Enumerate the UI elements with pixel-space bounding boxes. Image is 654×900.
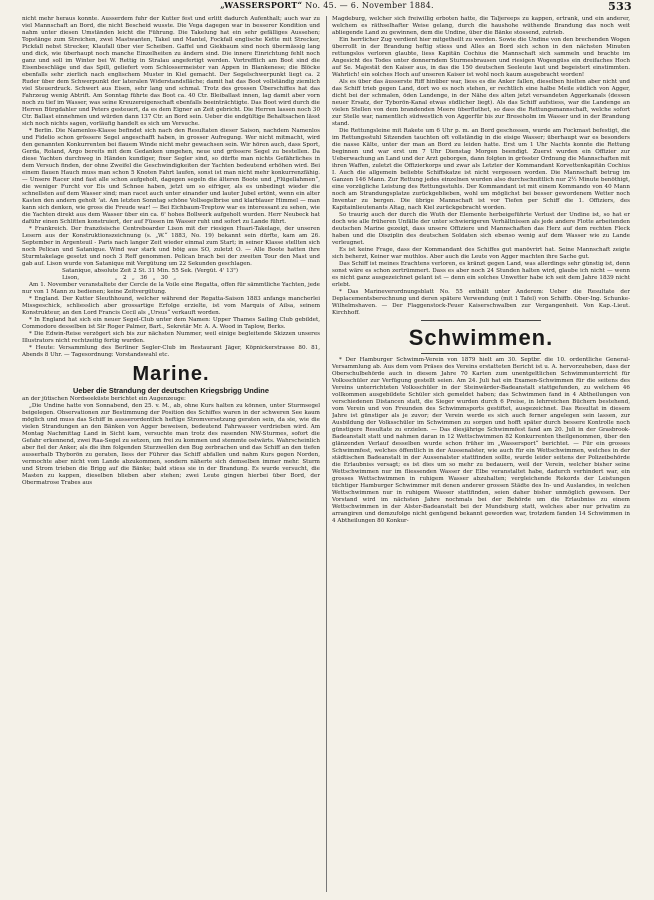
result-line: Lison, „ 2 „ 36 „ 30 „ <box>62 275 177 281</box>
paragraph: nicht mehr heraus konnte. Ausserdem fuhr der Kutter fest und erlitt dadurch Aufenthalt; auch war zu viel Mannschaft an Bord, die nicht Bescheid wusste. Die Vega dagegen war in besserer Kondition und nahm unter diesen Umständen leicht die Führung. Die Takelung hat ein sehr gefälliges Aussehen; Topstänge zum Streichen, zwei Mastwanten, Takel und Mantel, Fockfall englische Kette mit Strecker, Pickfall nebst Strecker, Klaufall über vier Scheiben. Gaffel und Giekbaum sind noch übermässig lang und dick, wie überhaupt noch manche Einzelheiten zu ändern sind. Die innere Einrichtung fehlt noch ganz und soll im Winter bei W. Rettig in Stralau angefertigt werden. Vortrefflich am Boot sind die Eisenbeschläge und das Spill, geliefert vom Schlossermeister van Appen in Blankenese; die Blöcke ebenfalls sehr zierlich nach englischem Muster in Kiel gemacht. Der Segelschwerpunkt liegt ca. 2 Ruder über dem Schwerpunkt der lateralen Widerstandsfläche; damit hat das Boot vollständig ziemlich viel Steuerdruck. Schwert aus Eisen, sehr lang und schmal. Trotz des grossen Überschiffes hat das Fahrzeug wenig Abtrift. Am Sonntag führte das Boot ca. 40 Ctr. Bleiballast innen, lag damit aber vorn noch zu tief im Wasser, was seine Kreuzereigenschaft ebenfalls beeinträchtigte. Das Boot wird durch die Herren Bürgdahler und Peters gesteuert, da es dem Eigner an Zeit gebricht. Die Herren lassen noch 30 Ctr. Ballast einnehmen und würden dann 137 Ctr. an Bord sein. Ueber die endgültige Behaltsachen lässt sich noch nichts sagen, vorläufig handelt es sich um Versuche. <box>22 16 320 127</box>
paragraph: Die Rettungsleine mit Rakete um 6 Uhr p. m. an Bord geschossen, wurde am Fockmast befestigt, die im Rettungsstuhl Sitzenden tauchten oft vollständig in die eisige Wasser; überhaupt war es besonders die nasse Kälte, unter der man an Bord zu leiden hatte. Erst um 1 Uhr Nachts konnte die Rettung beginnen und war erst um 7 Uhr Dienstag Morgen beendigt. Zuerst wurden ein Offizier zur Ueberwachung an Land und der Arzt geborgen, dann folgten in grösster Ordnung die Mannschaften mit ihren Waffen, zuletzt die Offizierkorps und zwar als Letzter der Kommandant Korvettenkapitän Cochius I. Auch die allgemein beliebte Schiffskatze ist nicht vergessen worden. Die Mannschaft betrug im Ganzen 146 Mann. Zur Rettung jedes einzelnen wurden also durchschnittlich nur 2½ Minute benöthigt, eine vorzügliche Leistung des Rettungsstuhls. Der Kommandant ist mit einem Kommando von 40 Mann noch am Strandungsplatze zurückgeblieben, wohl um möglichst bei besser gewordenem Wetter noch Inventar zu bergen. Die übrige Mannschaft ist vor Tiefen per Schiff die 1. Offiziers, des Kapitainlieutenants Altag, nach Kiel zurückgebracht worden. <box>332 128 630 211</box>
page-number: 533 <box>608 0 632 13</box>
paragraph: * Heute: Versammlung des Berliner Segler-Club im Restaurant Jäger, Köpnickerstrasse 80. 81, Abends 8 Uhr. — Tagesordnung: Vorstandswahl etc. <box>22 345 320 358</box>
paragraph: * Das Marineverordnungsblatt No. 55 enthält unter Anderem: Ueber die Resultate der Deplacementsberechnung und deren spätere Verwendung (mit 1 Tafel) von Schiffb. Ober-Ing. Schunke-Wilhelmshaven. — Der Flaggenstock-Feuer Kaiserschwalben zur Vergangenheit. Von Kap.-Lieut. Kirchhoff. <box>332 289 630 316</box>
column-divider <box>326 16 327 892</box>
publication-title: „WASSERSPORT“ <box>220 0 303 10</box>
left-column <box>22 16 320 894</box>
paragraph: * In England hat sich ein neuer Segel-Club unter dem Namen: Upper Thames Sailing Club gebildet, Commodore desselben ist Sir Roger Palmer, Bart., Sekretär Mr. A. A. Wood in Taplow, Berks. <box>22 317 320 330</box>
paragraph: Als es über das äusserste Riff hinüber war, liess es die Anker fallen, dieselben hielten aber nicht und das Schiff trieb gegen Land, dort wo es noch stehen, er rechtlich eine halbe Meile südlich von Agger, dicht bei der schmalen, öden Landenge, in der Nähe des alten jetzt versandeten Aggerkanals (dessen neuer Ersatz, der Tyborön-Kanal etwas südlicher liegt). Als das Schiff aufstiess, war die Landenge an vielen Stellen von dem brandenden Meere überfluthet, so dass die Rettungsmannschaft, welche sofort zur Stelle war, namentlich südwestlich von Aggerfür bis zur Breseholm im Wasser und in der Brandung stand. <box>332 79 630 127</box>
paragraph: * Der Hamburger Schwimm-Verein von 1879 hielt am 30. Septbr. die 10. ordentliche General-Versammlung ab. Aus dem vom Präses des Vereins erstatteten Bericht ist u. A. hervorzuheben, dass der Oberschulbehörde auch in diesem Jahre 70 Karten zum unentgeltlichen Schwimmunterricht für Volksschüler zur Verfügung gestellt seien. Am 24. Juli hat ein Examen-Schwimmen für die seitens des Vereins unterrichteten Volksschüler in der Steinwärder-Badeanstalt stattgefunden, zu welchem 46 vollkommen ausgebildete Schüler sich gemeldet haben; das Schwimmen fand in 4 Abtheilungen von verschiedenen Distancen statt, die Sieger wurden durch 6 Preise, in lehrreichen Büchern bestehend, vom Verein und von Freunden des Schwimmsports gestiftet, ausgezeichnet. Das Resultat in diesem Jahre ist günstiger als je zuvor; der Verein werde es sich auch ferner angelegen sein lassen, zur Ausbildung der Volksschüler im Schwimmen zu sorgen und hofft später durch bessere Kontrolle noch günstigere Resultate zu erzielen. — Das diesjährige Schwimmfest fand am 20. Juli in der Grasbrook-Badeanstalt statt und nahmen daran in 12 Wettschwimmen 82 Konkurrenten theilgenommen, über den glänzenden Verlauf desselben wurde schon früher im „Wassersport“ berichtet. — Für ein grosses Schwimmfest, welches öffentlich in der Aussenalster, wie auch für ein Wettschwimmen, welches in der städtischen Badeanstalt in der Aussenalster stattfinden sollte, wurde leider seitens der Polizeibehörde die Erlaubniss versagt; es ist dies um so mehr zu bedauern, weil der Verein, welcher bisher seine Wettschwimmen nur im fliessenden Wasser der Elbe veranstaltet habe, dadurch verhindert war, ein grosses Wettschwimmen in ruhigem Wasser abzuhalten; vergleichende Rekords der Leistungen tüchtiger Hamburger Schwimmer mit denen anderer grossen Städte des In- und Auslandes, in welchen Wettschwimmen nur in ruhigem Wasser stattfinden, seien daher bisher unmöglich gewesen. Der Vorstand wird im nächsten Jahre nochmals bei der Behörde um die Erlaubniss zu einem Wettschwimmen in der Alster-Badeanstalt bei der Mundsburg statt, welches aber nur privatim zu arrangiren und demzufolge nicht genügend bekannt geworden war, trotzdem fanden 14 Schwimmen in 4 Abtheilungen 80 Konkur- <box>332 357 630 524</box>
paragraph: Es ist keine Frage, dass der Kommandant des Schiffes gut manövrirt hat. Seine Mannschaft zeigte sich beherzt, Keiner war muthlos. Aber auch die Leute von Agger machten ihre Sache gut. <box>332 247 630 260</box>
section-title-marine: Marine. <box>132 363 210 385</box>
result-satanique: Satanique, absolute Zeit 2 St. 31 Min. 55 Sek. (Vergüt. 4' 13") <box>62 268 239 274</box>
paragraph: Ein herrlicher Zug verdient hier mitgetheilt zu werden. Sowie die Undine von den brechenden Wogen überrollt in der Brandung heftig stiess und Alles an Bord sich schon in den nächsten Minuten rettungslos verloren glaubte, liess Kapitän Cochius die Mannschaft sich sammeln und brachte im Angesicht des Todes unter donnerndem Sturmesbrausen und riesigen Wogengüss ein dreifaches Hoch auf Se. Majestät den Kaiser aus, in das die 150 deutschen Seeleute laut und begeistert einstimmten. Wahrlich! ein solches Hoch auf unseren Kaiser ist wohl noch kaum ausgebracht worden! <box>332 37 630 78</box>
paragraph: * Die Edwin-Reise verzögert sich bis zur nächsten Nummer, weil einige begleitende Skizzen unseres Illustrators nicht rechtzeitig fertig wurden. <box>22 331 320 344</box>
paragraph: * Frankreich. Der französische Centreboarder Lison mit der riesigen Huari-Takelage, der unseren Lesern aus der Konstruktionszeichnung (s. „W.“ 1883, No. 19) bekannt sein dürfte, kam am 26. September in Argenteuil - Paris nach langer Zeit wieder einmal zum Start; in seiner Klasse stellten sich noch Pelican und Satanique. Wind war stark und böig aus SO, zuletzt O. — Alle Boote hatten ihre Sturmtakelage gesetzt und noch 3 Reff genommen. Pelican brach bei der zweiten Tour den Mast und gab auf. Lison wurde von Satanique mit Vergütung um 22 Sekunden geschlagen. <box>22 226 320 267</box>
paragraph: „Die Undine hatte von Sonnabend, den 25. v. M., ab, ohne Kurs halten zu können, unter Sturmsegel beigelegen. Observationen zur Bestimmung der Position des Schiffes waren in der schweren See kaum möglich und muss das Schiff in ausserordentlich heftige Stromversetzung geraten sein, da sie, wie die vielen Strandungen an den Bänken von Agger beweisen, bedeutend Fahrwasser verdrieben wird. Am Montag Nachmittag Land in Sicht kam, versuchte man trotz des rasenden NW-Sturmes, sofort die Gefahr erkennend, zwei Raa-Segel zu setzen, um frei zu kommen und stemmte ostwärts. Wahrscheinlich aber fiel der Anker, als die ihm folgenden Sturzwellen den Bug zerbrachen und das Schiff an den tiefen ausserhalb Thyborön zu geraten, liess der Führer das Schiff abfallen und nahm Kurs gegen Norden, vermochte aber nicht vom Lande abzukommen, sondern näherte sich demselben immer mehr. Sturm und Strom trieben die Brigg auf die Bänke; bald stiess sie in der Brandung. Es wurde versucht, die Masten zu kappen, dieselben blieben aber stehen; zwei Leute gingen hierbei über Bord, der Obermatrose Trabes aus <box>22 403 320 486</box>
section-rule <box>421 320 540 321</box>
paragraph: * England. Der Kutter Sleuthhound, welcher während der Regatta-Saison 1883 anfangs mancherlei Missgeschick, schliesslich aber grossartige Erfolge erzielte, ist vom Marquis of Ailsa, seinem Konstrukteur, an den Lord Francis Cecil als „Ursus“ verkauft worden. <box>22 296 320 316</box>
paragraph: Magdeburg, welcher sich freiwillig erboten hatte, die Taljereeps zu kappen, ertrank, und ein anderer, welchem es räthselhafter Weise gelang, durch die haushohe wüthende Brandung das noch weit abliegende Land zu gewinnen, dem die Undine, über die Bänke stossend, zutrieb. <box>332 16 630 36</box>
section-title-schwimmen: Schwimmen. <box>408 325 554 350</box>
article-headline: Ueber die Strandung der deutschen Kriegsbrigg Undine <box>73 386 269 395</box>
paragraph: Das Schiff ist meines Erachtens verloren, es kränzt gegen Land, was allerdings sehr günstig ist, denn sonst wäre es schon zertrümmert. Dass es aber noch 24 Stunden halten wird, glaube ich nicht — wenn es nicht ganz ausgezeichnet gelant ist — denn ein solches Unwetter habe ich seit dem Jahre 1839 nicht erlebt. <box>332 261 630 288</box>
result-lison: Lison, <box>62 275 80 281</box>
issue-info: No. 45. — 6. November 1884. <box>305 1 434 10</box>
paragraph: Am 1. November veranstaltete der Cercle de la Voile eine Regatta, offen für sämmtliche Yachten, jede nur von 1 Mann zu bedienen; keine Zeitvergütung. <box>22 282 320 295</box>
result-line <box>22 268 320 275</box>
right-column <box>332 16 630 894</box>
paragraph: * Berlin. Die Namenlos-Klasse befindet sich nach den Resultaten dieser Saison, nachdem Namenlos und Fidelio schon grössere Segel angeschafft haben, in grosser Aufregung. Wer nicht mitmacht, wird den genannten Konkurrenten bei flauem Winde nicht mehr gewachsen sein. Wir hören auch, dass Sport, Gerda, Roland, Argo bereits mit dem Gedanken umgehen, neue und grössere Segel zu bestellen. Da diese Yachten durchweg in Händen kundiger, fixer Segler sind, so dürfte man nichts Gefährliches in dem Versuch finden, der ohne Zweifel die Geschwindigkeiten der Yachten bedeutend erhöhen wird. Bei einem flauen Hauch muss man schon 5 Knoten Fahrt laufen, sonst ist man nicht mehr konkurrenzfähig. — Unsere Racer sind fast alle schon aufgeholt, dagegen segeln die älteren Boote und „Flügellahmen“, die weniger Furcht vor Eis und Schnee haben, jetzt um so eifriger, als es unbedingt wieder die schnellsten auf dem Wasser sind; man racet auch unter einander und lauter Jubel ertönt, wenn ein alter Kasten den andern geholt ’at. Am letzten Sonntag schöne Vollsegelbrise und klarblauer Himmel — man kann sich denken, wie gross die Freude war! — Bei Eichbaum-Treptow war es interessant zu sehen, wie die Yachten direkt aus dem Wasser über ein ca. 6' hohes Bollwerk aufgeholt wurden. Herr Neubeck hat daführ einen Schlitten konstruiert, der auf Füssen im Wasser ruht und sofort zu Lande führt. <box>22 128 320 225</box>
article-intro: an der jütischen Nordseeküste berichtet ein Augenzeuge: <box>22 396 186 402</box>
section-rule <box>421 353 540 354</box>
page-header <box>0 0 654 14</box>
paragraph: So traurig auch der durch die Wuth der Elemente herbeigeführte Verlust der Undine ist, so hat er doch wie alle früheren Unfälle der unter schwierigeren Verhältnissen als jede andere Flotte arbeitenden deutschen Marine gezeigt, dass unsere Offiziere und Mannschaften das Herz auf dem rechten Fleck haben und die Disziplin des deutschen Soldaten sich ebenso wenig auf dem Wasser wie zu Lande verleugnet. <box>332 212 630 246</box>
